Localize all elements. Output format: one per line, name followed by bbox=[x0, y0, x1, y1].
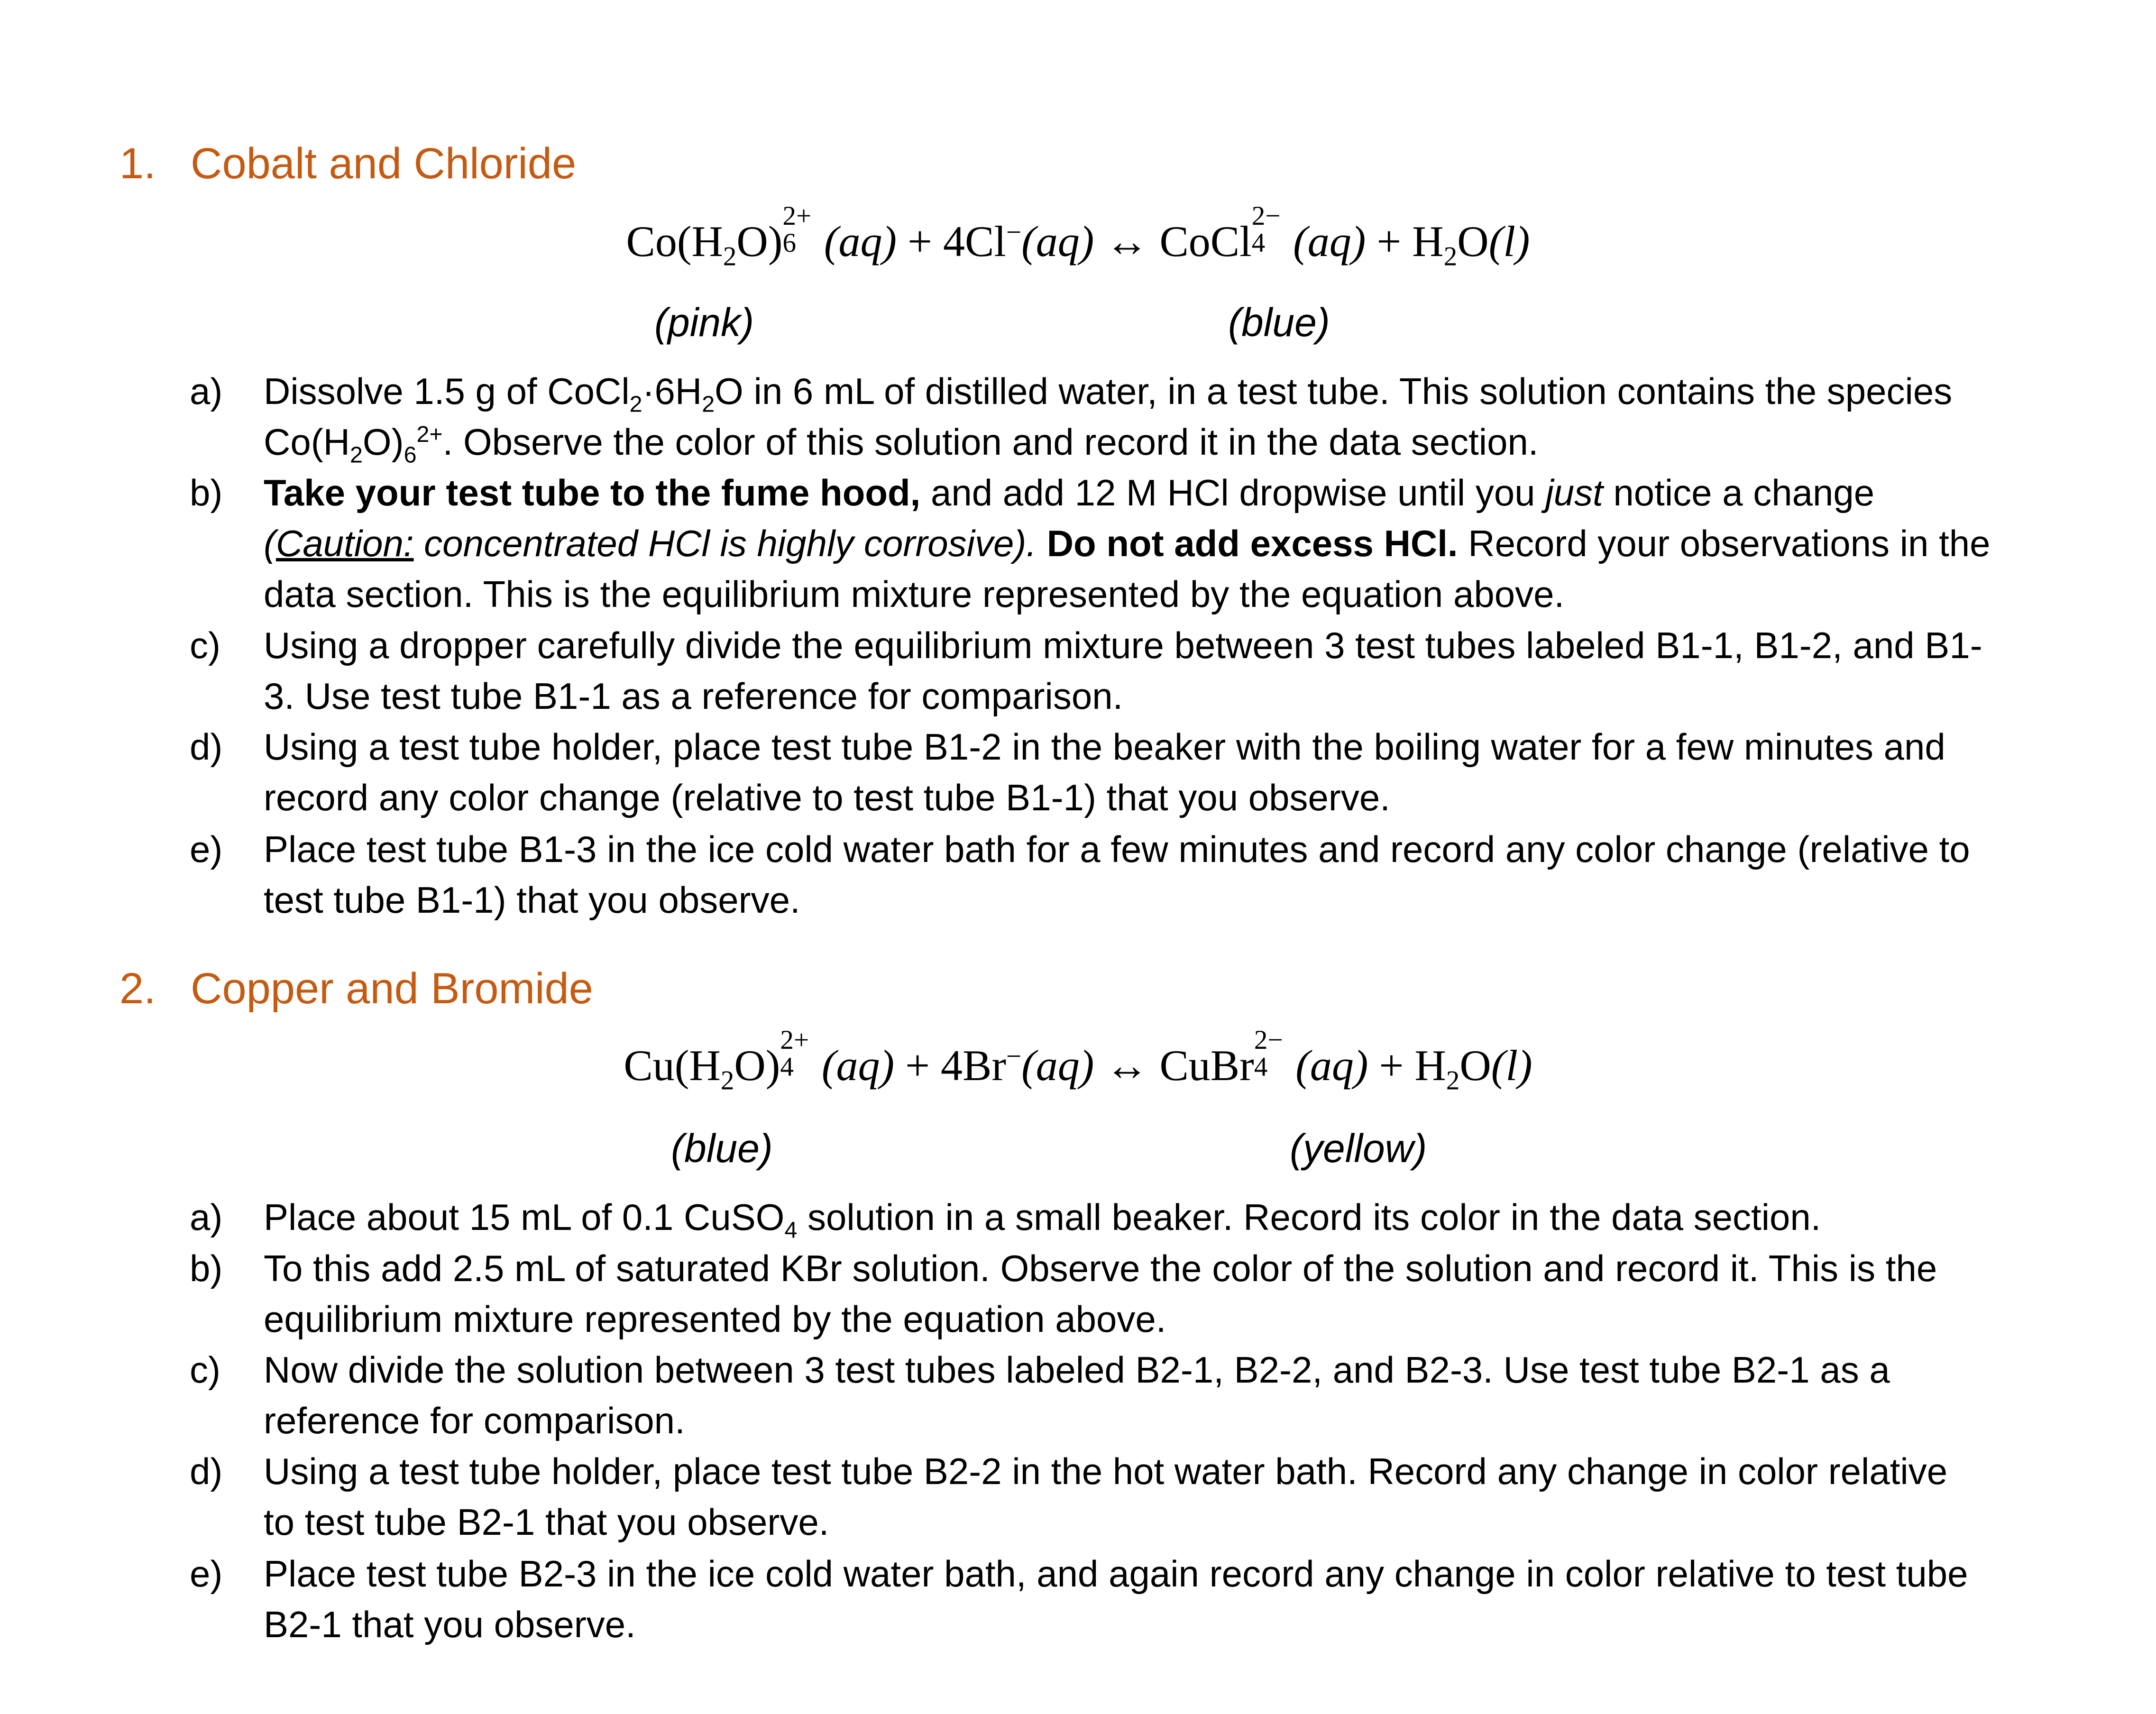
step-letter: a) bbox=[190, 370, 223, 412]
color-label-left: (pink) bbox=[654, 300, 754, 345]
equation-copper: $Cu(H_2O)$ 2+ 4 (aq) + 4Br−(aq) ↔ CuBr 2− 4 $(aq) + H_2O(l)$ bbox=[624, 1025, 1532, 1096]
step-letter: a) bbox=[190, 1196, 223, 1238]
equilibrium-arrow: ↔ bbox=[1105, 217, 1149, 266]
step-letter: d) bbox=[190, 1450, 223, 1492]
equilibrium-arrow: ↔ bbox=[1105, 1041, 1149, 1090]
section-heading-cobalt bbox=[119, 137, 576, 190]
step-letter: e) bbox=[190, 828, 223, 870]
document-page: 1. Cobalt and Chloride $Co(H_2O)$ 2+ 6 (aq) + 4Cl−(aq) ↔ CoCl 2− 4 $(aq) + H_2O(l)$ (pink) (blue) a) Dissolve 1.5 g of $CoCl_2\cdot 6H_2O$ in 6 mL of distilled water, in a test tube. This solution contains the species $Co(H_2O)_6^{2+}$. Observe the color of this solution and record it in the data section. b) Take your test tube to the fume hood, and add 12 M HCl dropwise until you just notice a change (Caution: concentrated HCl is highly corrosive). Do not add excess HCl. Record your observations in the data section. This is the equilibrium mixture represented by the equation above. c) Using a dropper carefully divide the equilibrium mixture between 3 test tubes labeled B1-1, B1-2, and B1- 3. Use test tube B1-1 as a reference for comparison. d) Using a test tube holder, place test tube B1-2 in the beaker with the boiling water for a few minutes and record any color change (relative to test tube B1-1) that you observe. e) Place test tube B1-3 in the ice cold water bath for a few minutes and record any color change (relative to test tube B1-1) that you observe. 2. Copper and Bromide $Cu(H_2O)$ 2+ 4 (aq) + 4Br−(aq) ↔ CuBr 2− 4 $(aq) + H_2O(l)$ (blue) (yellow) a) Place about 15 mL of 0.1 CuSO$_4$ solution in a small beaker. Record its color in the data section. b) To this add 2.5 mL of saturated KBr solution. Observe the color of the solution and record it. This is the equilibrium mixture represented by the equation above. c) Now divide the solution between 3 test tubes labeled B2-1, B2-2, and B2-3. Use test tube B2-1 as a reference for comparison. d) Using a test tube holder, place test tube B2-2 in the hot water bath. Record any change in color relative to test tube B2-1 that you observe. e) Place test tube B2-3 in the ice cold water bath, and again record any change in color relative to test tube B2-1 that you observe. bbox=[0, 0, 2156, 1714]
section-title: Copper and Bromide bbox=[191, 964, 593, 1013]
equation-cobalt: $Co(H_2O)$ 2+ 6 (aq) + 4Cl−(aq) ↔ CoCl 2− 4 $(aq) + H_2O(l)$ bbox=[626, 201, 1530, 272]
step-letter: e) bbox=[190, 1553, 223, 1595]
step-letter: b) bbox=[190, 472, 223, 513]
step-letter: b) bbox=[190, 1247, 223, 1289]
color-label-left: (blue) bbox=[671, 1126, 773, 1171]
step-letter: d) bbox=[190, 726, 223, 768]
color-label-right: (yellow) bbox=[1290, 1126, 1427, 1171]
step-letter: c) bbox=[190, 1349, 220, 1391]
section-number: 2. bbox=[119, 964, 156, 1013]
step-letter: c) bbox=[190, 624, 220, 666]
color-label-right: (blue) bbox=[1228, 300, 1330, 345]
section-heading-copper bbox=[119, 962, 593, 1015]
section-title: Cobalt and Chloride bbox=[191, 139, 577, 188]
section-number: 1. bbox=[119, 139, 156, 188]
